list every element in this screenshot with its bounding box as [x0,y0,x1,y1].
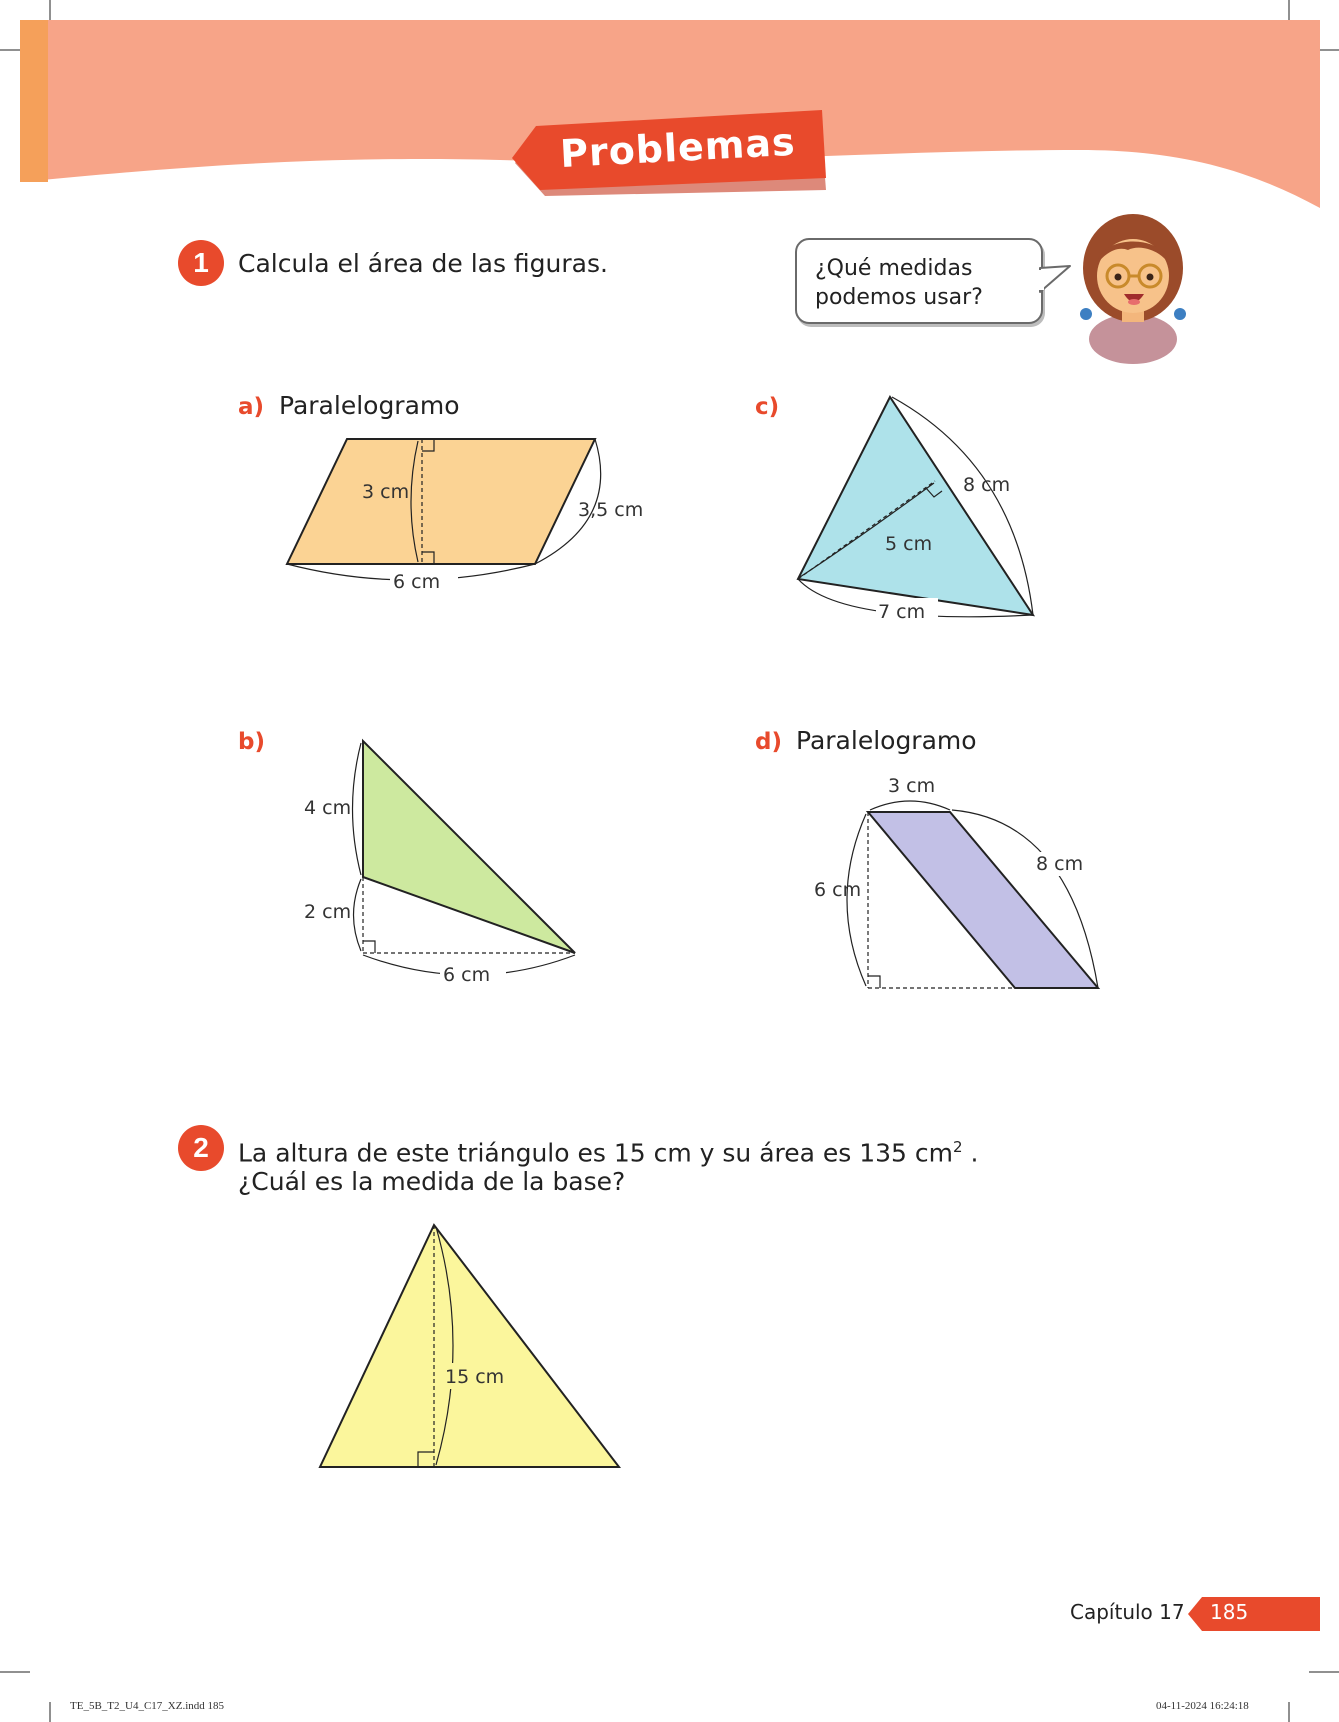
part-a-name: Paralelogramo [279,391,460,420]
problem-2-line-1-end: . [962,1138,979,1168]
header-title: Problemas [559,119,797,176]
part-d-letter: d) [755,729,782,755]
figure-b-label-upper: 4 cm [304,797,352,819]
part-b-letter: b) [238,729,265,755]
figure-2-label-height: 15 cm [445,1366,505,1388]
figure-d-label-top: 3 cm [888,775,936,797]
problem-1-number: 1 [178,240,224,286]
problem-2-superscript: 2 [953,1138,963,1156]
part-d-name: Paralelogramo [796,726,977,755]
figure-a-label-base: 6 cm [393,571,441,593]
footer-chapter: Capítulo 17 [1070,1600,1185,1624]
speech-bubble-tail [1030,262,1075,302]
speech-line-1: ¿Qué medidas [815,256,973,281]
figure-2-triangle [300,1215,640,1475]
figure-c-label-base: 7 cm [878,601,926,623]
header-band [0,0,1339,215]
problem-2-line-1-main: La altura de este triángulo es 15 cm y su área es 135 cm [238,1138,954,1168]
speech-bubble [795,238,1043,324]
speech-line-2: podemos usar? [815,285,983,310]
figure-b-label-base: 6 cm [443,964,491,986]
footer-file-name: TE_5B_T2_U4_C17_XZ.indd 185 [70,1700,224,1712]
footer-timestamp: 04-11-2024 16:24:18 [1156,1700,1249,1712]
figure-a-label-side: 3,5 cm [578,499,644,521]
figure-c-label-height: 5 cm [885,533,933,555]
figure-a-parallelogram [270,420,650,600]
figure-d-label-height: 6 cm [814,879,862,901]
part-a-letter: a) [238,394,265,420]
problem-2-number: 2 [178,1125,224,1171]
figure-d-label-side: 8 cm [1036,853,1084,875]
footer-page-number: 185 [1210,1600,1249,1624]
girl-with-glasses-icon [1070,206,1200,366]
problem-1-text: Calcula el área de las figuras. [238,249,608,278]
figure-c-label-side: 8 cm [963,474,1011,496]
figure-a-label-height: 3 cm [362,481,410,503]
figure-c-triangle [780,385,1070,635]
figure-b-triangle [290,725,610,990]
figure-d-parallelogram [800,760,1120,1000]
part-c-letter: c) [755,394,780,420]
figure-b-label-lower: 2 cm [304,901,352,923]
problem-2-line-2: ¿Cuál es la medida de la base? [238,1167,626,1196]
